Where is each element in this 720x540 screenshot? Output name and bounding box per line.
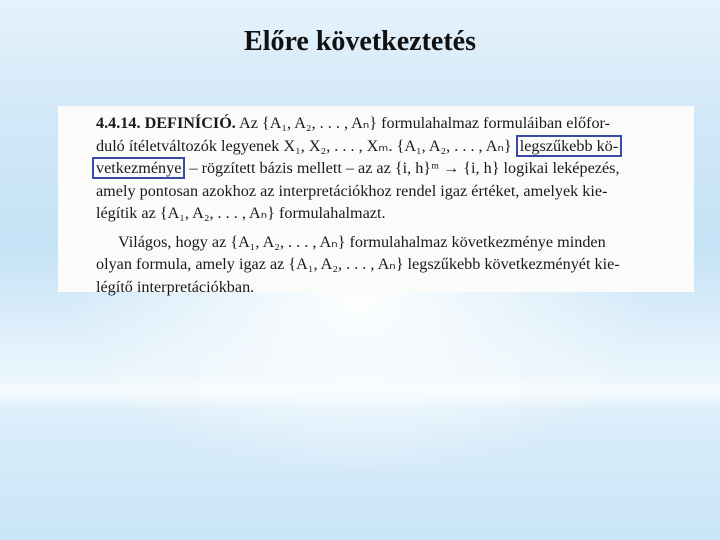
definition-line-2-text: duló ítéletváltozók legyenek X₁, X₂, . . . , Xₘ. {A₁, A₂, . . . , Aₙ} <box>96 136 516 155</box>
remark-line-2: olyan formula, amely igaz az {A₁, A₂, . . . , Aₙ} legszűkebb következményét kie- <box>96 255 620 273</box>
book-excerpt-image <box>58 106 694 296</box>
highlighted-term-part-1: legszűkebb kö- <box>516 135 622 157</box>
background-stripe <box>0 370 720 410</box>
definition-line-3-text: – rögzített bázis mellett – az az {i, h}ᵐ → {i, h} logikai leképezés, <box>185 159 620 177</box>
definition-line-3 <box>92 157 690 180</box>
remark-line-3: légítő interpretációkban. <box>96 277 255 296</box>
definition-label: 4.4.14. DEFINÍCIÓ. <box>96 114 236 132</box>
definition-line-4: amely pontosan azokhoz az interpretációkhoz rendel igaz értéket, amelyek kie- <box>96 181 608 200</box>
definition-line-2 <box>96 135 690 158</box>
definition-line-5: légítik az {A₁, A₂, . . . , Aₙ} formulahalmazt. <box>96 204 386 222</box>
remark-line-1: Világos, hogy az {A₁, A₂, . . . , Aₙ} formulahalmaz következménye minden <box>118 232 606 251</box>
highlighted-term-part-2: vetkezménye <box>92 157 185 179</box>
definition-line-1 <box>96 112 690 135</box>
slide-title: Előre következtetés <box>244 26 476 57</box>
definition-line-1-text: Az {A₁, A₂, . . . , Aₙ} formulahalmaz formuláiban előfor- <box>235 114 611 132</box>
